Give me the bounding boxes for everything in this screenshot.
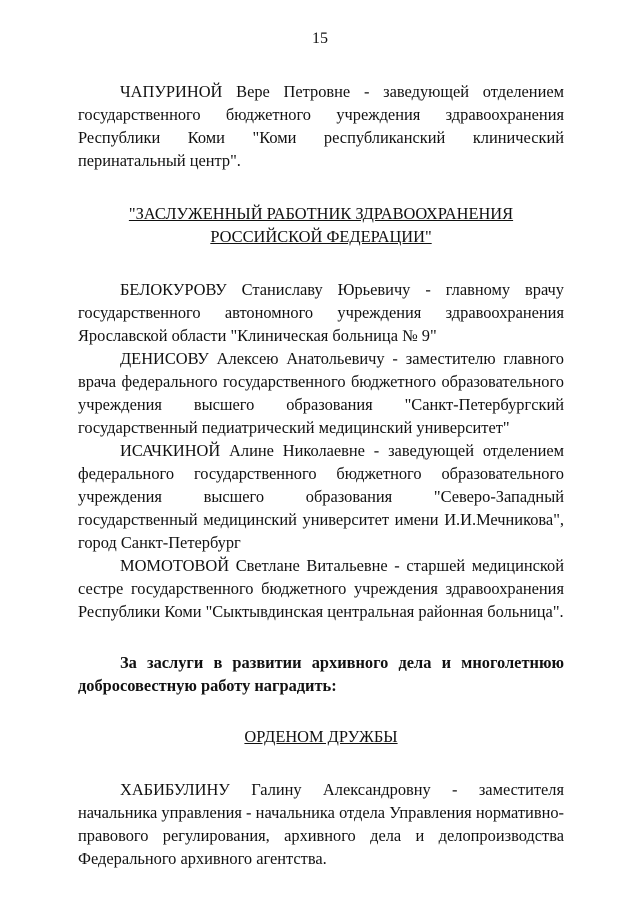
award-title-heading [78, 202, 564, 248]
spacer [78, 248, 564, 278]
spacer [78, 172, 564, 202]
award-paragraph-isachkina: ИСАЧКИНОЙ Алине Николаевне - заведующей отделением федерального государственного бюджетного образовательного учреждения высшего образования "Северо-Западный государственный медицинский университет имени И.И.Мечникова", город Санкт-Петербург [78, 441, 564, 552]
spacer [78, 697, 564, 725]
document-body [78, 80, 564, 870]
award-paragraph-denisov: ДЕНИСОВУ Алексею Анатольевичу - заместителю главного врача федерального государственного бюджетного образовательного учреждения высшего образования "Санкт-Петербургский государственный педиатрический медицинский университет" [78, 349, 564, 437]
spacer [78, 623, 564, 651]
page-number: 15 [312, 30, 328, 47]
award-title-line-1: "ЗАСЛУЖЕННЫЙ РАБОТНИК ЗДРАВООХРАНЕНИЯ [128, 204, 514, 223]
award-paragraph-chapurina: ЧАПУРИНОЙ Вере Петровне - заведующей отделением государственного бюджетного учреждения здравоохранения Республики Коми "Коми республиканский клинический перинатальный центр". [78, 82, 564, 170]
award-paragraph-momotova: МОМОТОВОЙ Светлане Витальевне - старшей медицинской сестре государственного бюджетного учреждения здравоохранения Республики Коми "Сыктывдинская центральная районная больница". [78, 556, 564, 621]
award-paragraph-khabibulina: ХАБИБУЛИНУ Галину Александровну - заместителя начальника управления - начальника отдела Управления нормативно-правового регулирования, архивного дела и делопроизводства Федерального архивного агентства. [78, 780, 564, 868]
award-title-line-2: РОССИЙСКОЙ ФЕДЕРАЦИИ" [210, 227, 432, 246]
award-paragraph-belokurov: БЕЛОКУРОВУ Станиславу Юрьевичу - главному врачу государственного автономного учреждения здравоохранения Ярославской области "Клиническая больница № 9" [78, 280, 564, 345]
spacer [78, 748, 564, 778]
order-of-friendship-heading: ОРДЕНОМ ДРУЖБЫ [244, 727, 398, 746]
decree-intro-paragraph: За заслуги в развитии архивного дела и многолетнюю добросовестную работу наградить: [78, 653, 564, 695]
